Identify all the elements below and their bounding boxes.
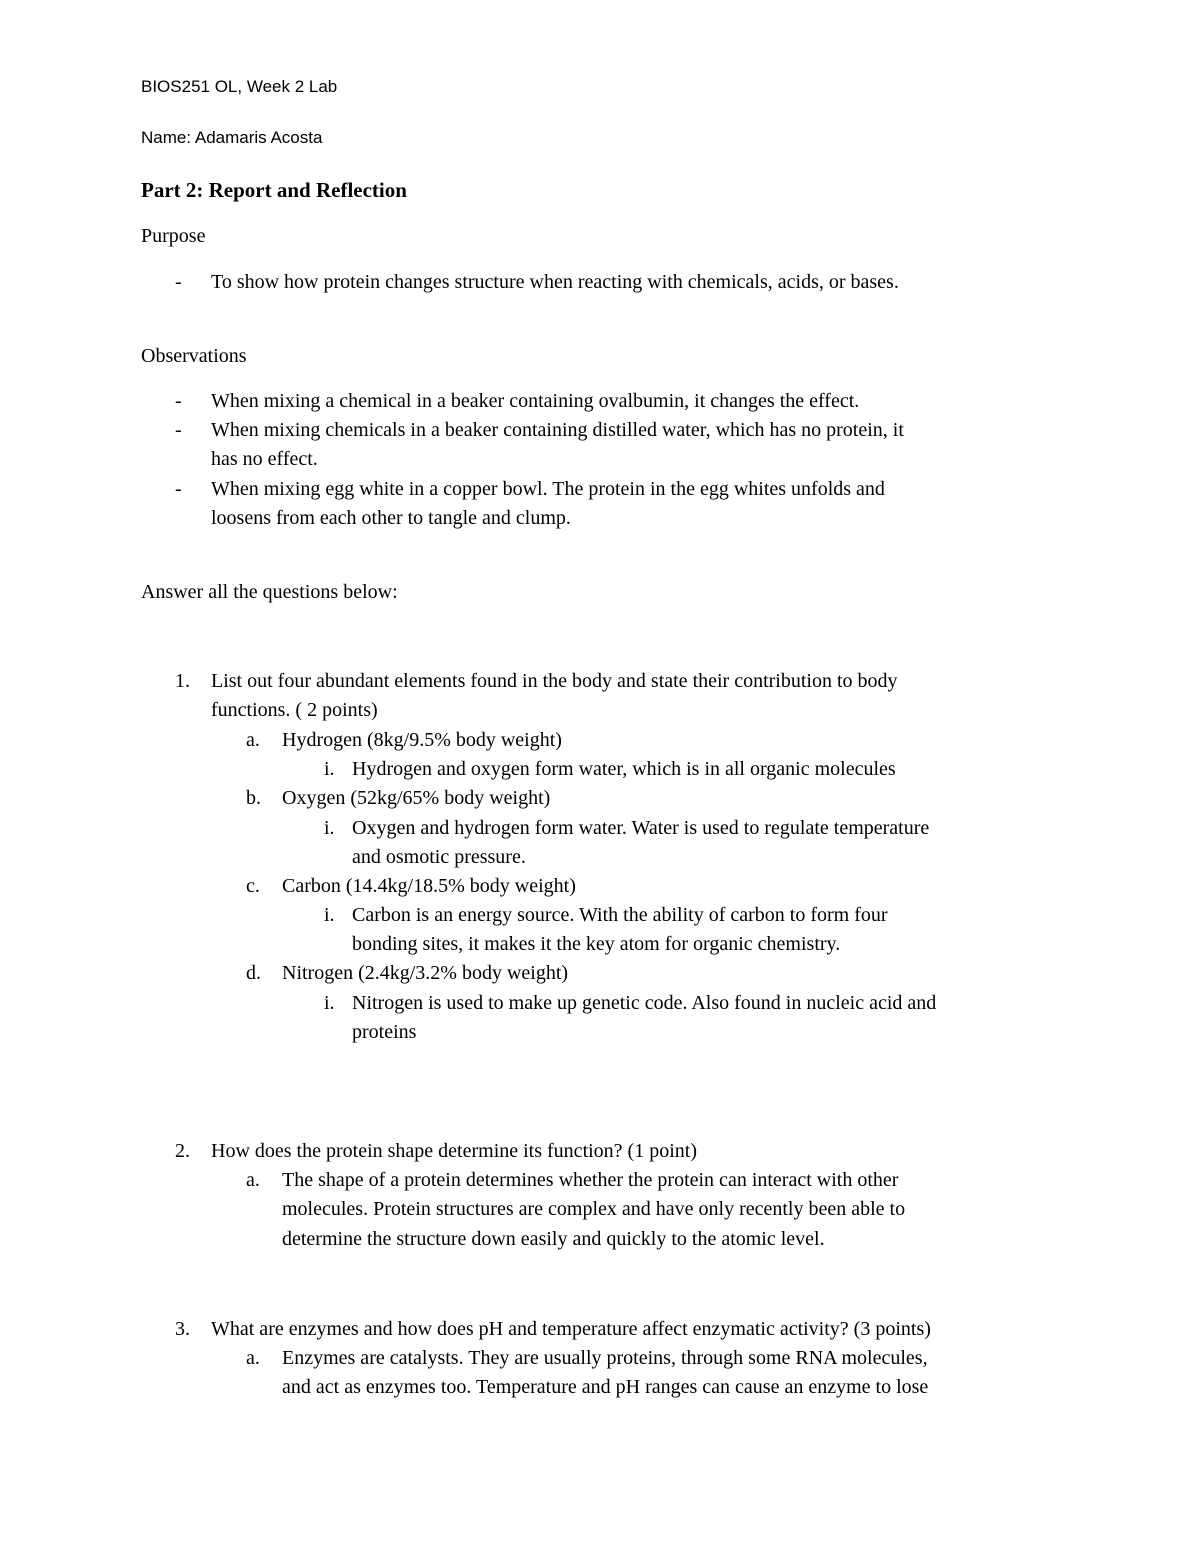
answer-letter: a. — [246, 1169, 260, 1191]
question-line: List out four abundant elements found in the body and state their contribution to body — [211, 670, 898, 692]
sub-answer-line: proteins — [352, 1021, 417, 1043]
purpose-label: Purpose — [141, 225, 206, 247]
instruction-text: Answer all the questions below: — [141, 581, 398, 603]
answer-letter: a. — [246, 1347, 260, 1369]
question-line: What are enzymes and how does pH and temperature affect enzymatic activity? (3 points) — [211, 1318, 931, 1340]
sub-answer-line: Nitrogen is used to make up genetic code. Also found in nucleic acid and — [352, 992, 937, 1014]
sub-answer-numeral: i. — [324, 817, 335, 839]
observation-line: When mixing egg white in a copper bowl. The protein in the egg whites unfolds and — [211, 478, 885, 500]
answer-text: Oxygen (52kg/65% body weight) — [282, 787, 551, 809]
answer-text: Carbon (14.4kg/18.5% body weight) — [282, 875, 576, 897]
answer-letter: c. — [246, 875, 260, 897]
bullet-marker: - — [175, 271, 182, 293]
question-line: How does the protein shape determine its function? (1 point) — [211, 1140, 697, 1162]
observation-line: When mixing a chemical in a beaker containing ovalbumin, it changes the effect. — [211, 390, 860, 412]
answer-line: The shape of a protein determines whether the protein can interact with other — [282, 1169, 899, 1191]
purpose-text: To show how protein changes structure when reacting with chemicals, acids, or bases. — [211, 271, 899, 293]
student-name: Name: Adamaris Acosta — [141, 128, 323, 147]
sub-answer-line: bonding sites, it makes it the key atom for organic chemistry. — [352, 933, 841, 955]
observations-label: Observations — [141, 345, 247, 367]
question-number: 1. — [175, 670, 190, 692]
answer-text: Hydrogen (8kg/9.5% body weight) — [282, 729, 562, 751]
answer-line: and act as enzymes too. Temperature and pH ranges can cause an enzyme to lose — [282, 1376, 929, 1398]
answer-line: Enzymes are catalysts. They are usually proteins, through some RNA molecules, — [282, 1347, 928, 1369]
answer-letter: b. — [246, 787, 261, 809]
question-number: 3. — [175, 1318, 190, 1340]
sub-answer-line: and osmotic pressure. — [352, 846, 526, 868]
sub-answer-line: Carbon is an energy source. With the ability of carbon to form four — [352, 904, 888, 926]
sub-answer-numeral: i. — [324, 904, 335, 926]
bullet-marker: - — [175, 390, 182, 412]
answer-line: molecules. Protein structures are complex and have only recently been able to — [282, 1198, 906, 1220]
question-line: functions. ( 2 points) — [211, 699, 378, 721]
observation-line: When mixing chemicals in a beaker containing distilled water, which has no protein, it — [211, 419, 904, 441]
course-title: BIOS251 OL, Week 2 Lab — [141, 77, 338, 96]
answer-line: determine the structure down easily and quickly to the atomic level. — [282, 1228, 825, 1250]
bullet-marker: - — [175, 419, 182, 441]
sub-answer-numeral: i. — [324, 758, 335, 780]
question-number: 2. — [175, 1140, 190, 1162]
observation-line: has no effect. — [211, 448, 318, 470]
answer-text: Nitrogen (2.4kg/3.2% body weight) — [282, 962, 569, 984]
answer-letter: d. — [246, 962, 261, 984]
observation-line: loosens from each other to tangle and clump. — [211, 507, 571, 529]
sub-answer-line: Oxygen and hydrogen form water. Water is used to regulate temperature — [352, 817, 930, 839]
sub-answer-line: Hydrogen and oxygen form water, which is in all organic molecules — [352, 758, 896, 780]
answer-letter: a. — [246, 729, 260, 751]
section-heading: Part 2: Report and Reflection — [141, 178, 407, 202]
bullet-marker: - — [175, 478, 182, 500]
sub-answer-numeral: i. — [324, 992, 335, 1014]
